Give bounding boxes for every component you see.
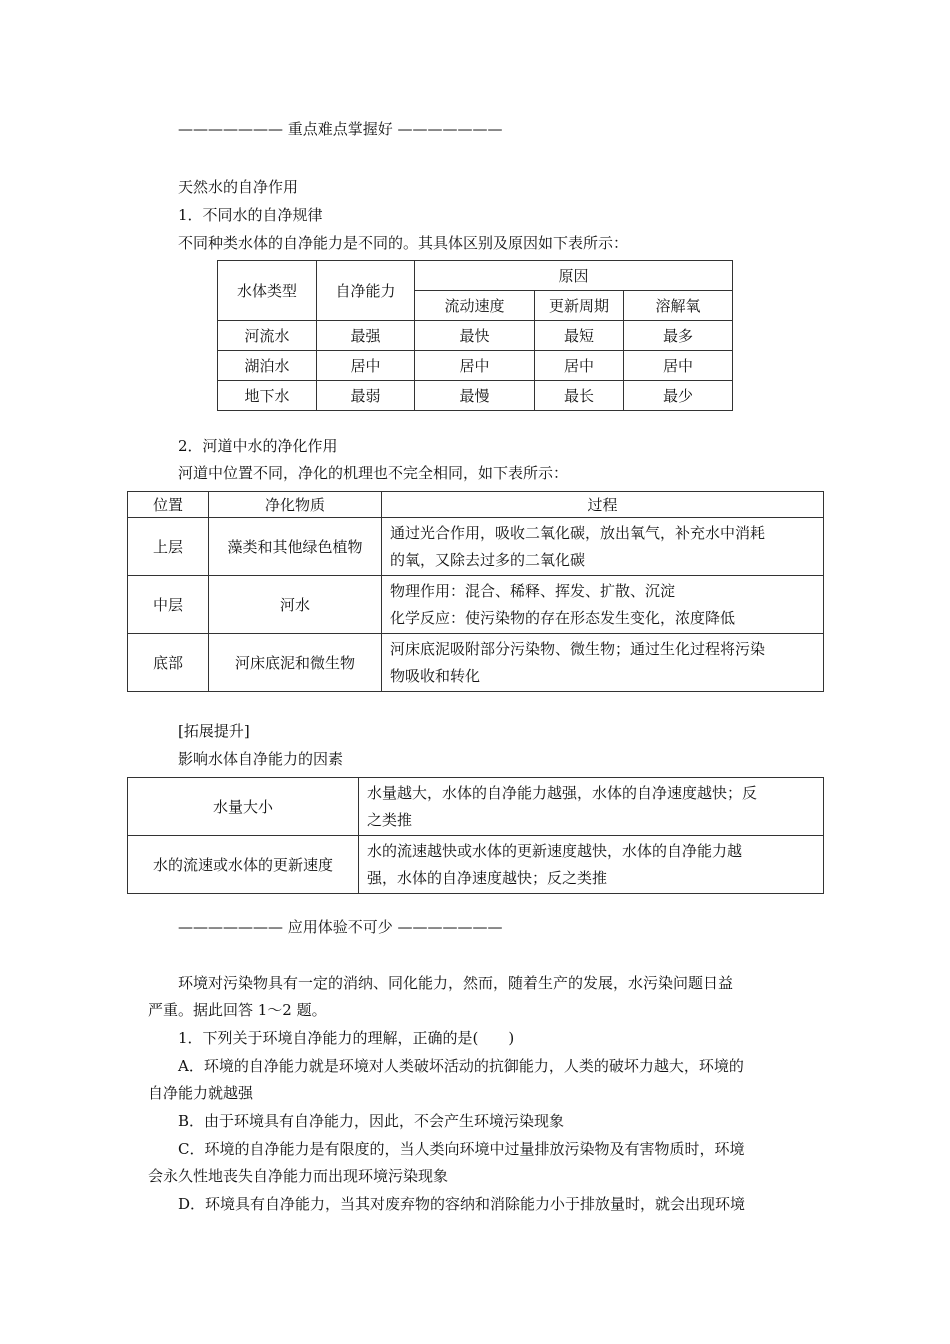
table-cell: 最多 (624, 321, 733, 351)
substance-cell: 河水 (209, 576, 382, 634)
table-row (128, 576, 824, 634)
table-cell: 河流水 (218, 321, 317, 351)
option-c: C．环境的自净能力是有限度的，当人类向环境中过量排放污染物及有害物质时，环境 (178, 1140, 745, 1158)
header-water-type: 水体类型 (218, 261, 317, 321)
table-cell: 最强 (317, 321, 415, 351)
process-cell (382, 518, 824, 576)
header-self-purify: 自净能力 (317, 261, 415, 321)
option-a-continued: 自净能力就越强 (148, 1084, 254, 1102)
section-header-application: ——————— 应用体验不可少 ——————— (178, 918, 503, 936)
process-cell (382, 576, 824, 634)
process-line: 化学反应：使污染物的存在形态发生变化，浓度降低 (390, 608, 736, 627)
substance-cell: 河床底泥和微生物 (209, 634, 382, 692)
subsection-1-intro: 不同种类水体的自净能力是不同的。其具体区别及原因如下表所示： (178, 234, 629, 252)
subsection-2-title: 2．河道中水的净化作用 (178, 437, 338, 455)
position-cell: 底部 (128, 634, 209, 692)
table-cell: 最少 (624, 381, 733, 411)
table-cell: 居中 (535, 351, 624, 381)
process-line: 物吸收和转化 (390, 666, 481, 685)
process-line: 物理作用：混合、稀释、挥发、扩散、沉淀 (390, 581, 676, 600)
table-cell: 地下水 (218, 381, 317, 411)
water-type-table (217, 260, 733, 411)
process-cell (382, 634, 824, 692)
position-cell: 中层 (128, 576, 209, 634)
table-cell: 最快 (415, 321, 535, 351)
table-row (128, 836, 824, 894)
table-cell: 居中 (415, 351, 535, 381)
description-line: 水量越大，水体的自净能力越强，水体的自净速度越快；反 (367, 783, 758, 802)
table-cell: 居中 (624, 351, 733, 381)
description-line: 之类推 (367, 810, 413, 829)
table-row (128, 518, 824, 576)
extend-label: [拓展提升] (178, 722, 250, 740)
description-line: 强，水体的自净速度越快；反之类推 (367, 868, 608, 887)
option-a: A．环境的自净能力就是环境对人类破坏活动的抗御能力，人类的破坏力越大，环境的 (178, 1057, 744, 1075)
subsection-1-title: 1．不同水的自净规律 (178, 206, 323, 224)
passage-line: 环境对污染物具有一定的消纳、同化能力，然而，随着生产的发展，水污染问题日益 (178, 974, 734, 992)
option-b: B．由于环境具有自净能力，因此，不会产生环境污染现象 (178, 1112, 565, 1130)
substance-cell: 藻类和其他绿色植物 (209, 518, 382, 576)
header-process: 过程 (382, 492, 824, 518)
table-row (128, 634, 824, 692)
table-row (218, 381, 733, 411)
header-reason: 原因 (415, 261, 733, 291)
option-c-continued: 会永久性地丧失自净能力而出现环境污染现象 (148, 1167, 449, 1185)
table-row (218, 321, 733, 351)
factor-cell: 水的流速或水体的更新速度 (128, 836, 359, 894)
subsection-2-intro: 河道中位置不同，净化的机理也不完全相同，如下表所示： (178, 464, 569, 482)
description-line: 水的流速越快或水体的更新速度越快，水体的自净能力越 (367, 841, 743, 860)
table-cell: 最长 (535, 381, 624, 411)
passage-line: 严重。据此回答 1～2 题。 (148, 1001, 327, 1019)
table-cell: 最弱 (317, 381, 415, 411)
process-line: 通过光合作用，吸收二氧化碳，放出氧气，补充水中消耗 (390, 523, 766, 542)
factor-description (359, 836, 824, 894)
section-header-key-points: ——————— 重点难点掌握好 ——————— (178, 120, 503, 138)
header-dissolved-oxygen: 溶解氧 (624, 291, 733, 321)
factor-cell: 水量大小 (128, 778, 359, 836)
position-cell: 上层 (128, 518, 209, 576)
header-position: 位置 (128, 492, 209, 518)
header-flow-speed: 流动速度 (415, 291, 535, 321)
option-d: D．环境具有自净能力，当其对废弃物的容纳和消除能力小于排放量时，就会出现环境 (178, 1195, 746, 1213)
header-renew-cycle: 更新周期 (535, 291, 624, 321)
factors-table (127, 777, 824, 894)
extend-title: 影响水体自净能力的因素 (178, 750, 344, 768)
table-cell: 居中 (317, 351, 415, 381)
table-cell: 湖泊水 (218, 351, 317, 381)
table-cell: 最短 (535, 321, 624, 351)
process-line: 的氧，又除去过多的二氧化碳 (390, 550, 586, 569)
river-purification-table (127, 491, 824, 692)
factor-description (359, 778, 824, 836)
header-substance: 净化物质 (209, 492, 382, 518)
table-row (218, 351, 733, 381)
table-row (128, 778, 824, 836)
question-1: 1．下列关于环境自净能力的理解，正确的是( ) (178, 1029, 515, 1047)
topic-title: 天然水的自净作用 (178, 178, 299, 196)
process-line: 河床底泥吸附部分污染物、微生物；通过生化过程将污染 (390, 639, 766, 658)
table-cell: 最慢 (415, 381, 535, 411)
